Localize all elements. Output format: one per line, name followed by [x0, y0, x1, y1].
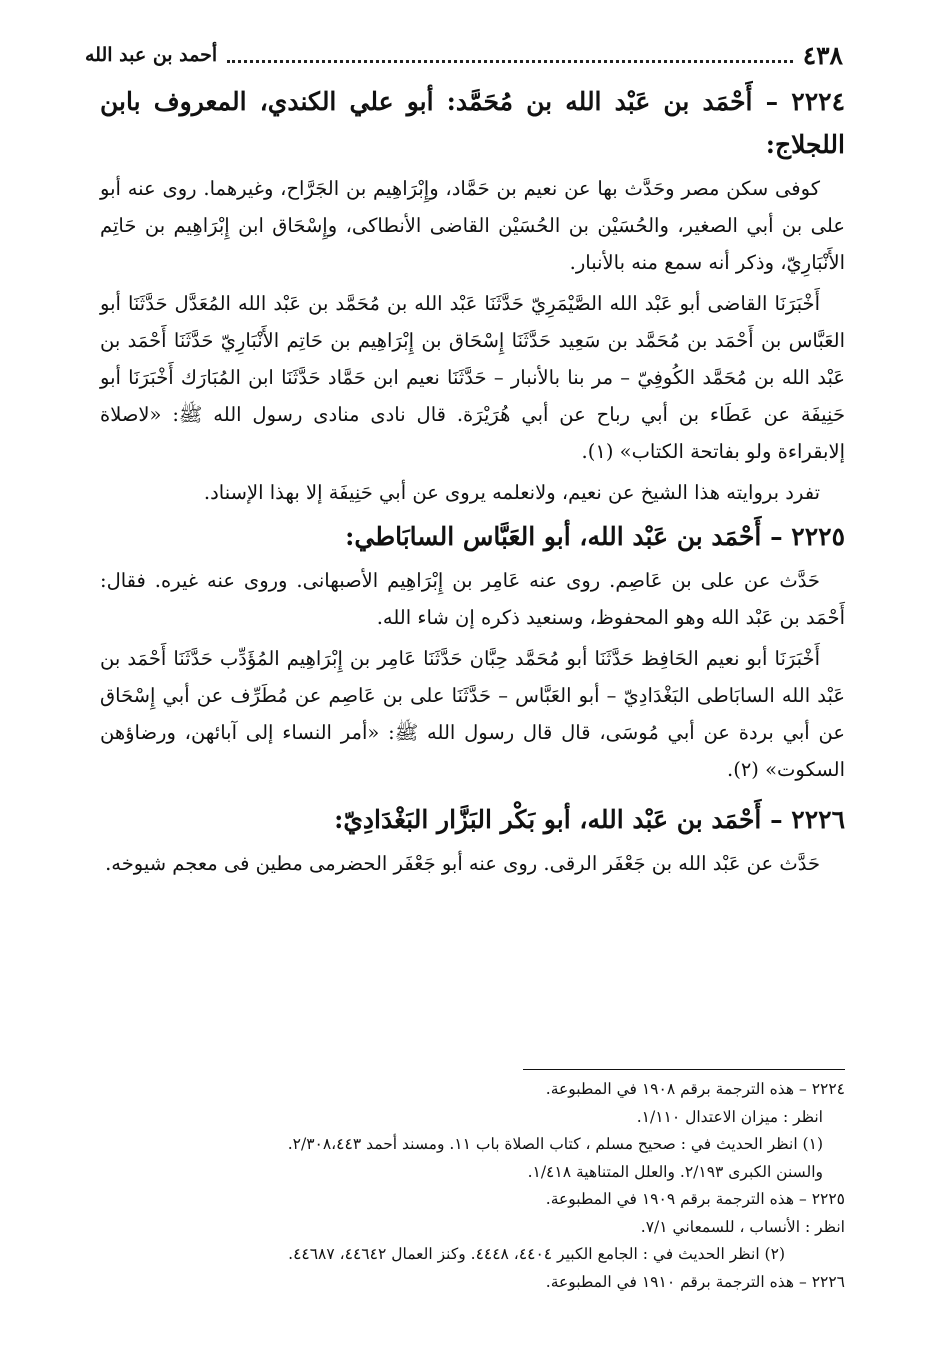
entry-paragraph: أَخْبَرَنَا أبو نعيم الحَافِظ حَدَّثَنَا أبو مُحَمَّد حِبَّان حَدَّثَنَا عَامِر بن إِبْرَاهِيم المُؤَدِّب حَدَّثَنَا أَحْمَد بن عَبْد الله السابَاطى البَغْدَادِيّ – أبو العَبَّاس – حَدَّثَنَا على بن عَاصِم عن مُطَرِّف عن أبي إِسْحَاق عن أبي بردة عن أبي مُوسَى، قال قال رسول الله ﷺ: «أمر النساء إلى آبائهن، ورضاؤهن السكوت» (٢). [100, 647, 845, 781]
entry-2226 [100, 798, 845, 882]
main-text [100, 80, 845, 886]
entry-paragraph: أَخْبَرَنَا القاضى أبو عَبْد الله الصَّيْمَرِيّ حَدَّثَنَا عَبْد الله بن مُحَمَّد بن عَبْد الله المُعَدَّل حَدَّثَنَا أبو العَبَّاس بن أَحْمَد بن مُحَمَّد بن سَعِيد حَدَّثَنَا إِسْحَاق بن إِبْرَاهِيم بن حَاتِم الأَنْبَارِيّ حَدَّثَنَا أَحْمَد بن عَبْد الله بن مُحَمَّد الكُوفِيّ – مر بنا بالأنبار – حَدَّثَنَا نعيم ابن حَمَّاد حَدَّثَنَا ابن المُبَارَك أَخْبَرَنَا أبو حَنِيفَة عن عَطَاء بن أبي رباح عن أبي هُرَيْرَة. قال نادى منادى رسول الله ﷺ: «لاصلاة إلابقراءة ولو بفاتحة الكتاب» (١). [100, 292, 845, 463]
entry-heading: ٢٢٢٤ – أَحْمَد بن عَبْد الله بن مُحَمَّد: أبو علي الكندي، المعروف بابن اللجلاج: [100, 87, 845, 159]
entry-heading: ٢٢٢٥ – أَحْمَد بن عَبْد الله، أبو العَبَّاس السابَاطي: [345, 522, 845, 551]
footnote-separator [523, 1069, 845, 1070]
footnote-line: ٢٢٢٦ – هذه الترجمة برقم ١٩١٠ في المطبوعة. [545, 1272, 845, 1291]
page-header [85, 36, 843, 74]
footnotes [95, 1076, 845, 1296]
footnote-line: (١) انظر الحديث في : صحيح مسلم ، كتاب الصلاة باب ١١. ومسند أحمد ٢/٣٠٨،٤٤٣. [287, 1135, 823, 1153]
footnote-line: (٢) انظر الحديث في : الجامع الكبير ٤٤٠٤، ٤٤٤٨. وكنز العمال ٤٤٦٤٢، ٤٤٦٨٧. [288, 1245, 785, 1263]
footnote-line: انظر : الأنساب ، للسمعاني ٧/١. [640, 1217, 845, 1236]
running-title: أحمد بن عبد الله [85, 44, 218, 66]
entry-2224 [100, 80, 845, 511]
footnote-line: والسنن الكبرى ٢/١٩٣. والعلل المتناهية ١/٤١٨. [527, 1162, 823, 1181]
entry-heading: ٢٢٢٦ – أَحْمَد بن عَبْد الله، أبو بَكْر البَزَّار البَغْدَادِيّ: [334, 805, 845, 834]
entry-paragraph: حَدَّث عن عَبْد الله بن جَعْفَر الرقى. روى عنه أبو جَعْفَر الحضرمى مطين فى معجم شيوخه. [105, 852, 820, 875]
entry-paragraph: كوفى سكن مصر وحَدَّث بها عن نعيم بن حَمَّاد، وإِبْرَاهِيم بن الجَرَّاح، وغيرهما. روى عنه أبو على بن أبي الصغير، والحُسَيْن بن الحُسَيْن القاضى الأنطاكى، وإِسْحَاق ابن إِبْرَاهِيم بن حَاتِم الأَنْبَارِيّ، وذكر أنه سمع منه بالأنبار. [100, 177, 845, 274]
header-dotted-leader [227, 60, 793, 63]
page-number: ٤٣٨ [802, 40, 843, 70]
footnote-line: ٢٢٢٤ – هذه الترجمة برقم ١٩٠٨ في المطبوعة. [545, 1080, 845, 1098]
footnote-line: انظر : ميزان الاعتدال ١/١١٠. [636, 1107, 823, 1126]
entry-paragraph: تفرد بروايته هذا الشيخ عن نعيم، ولانعلمه يروى عن أبي حَنِيفَة إلا بهذا الإسناد. [203, 481, 820, 504]
entry-paragraph: حَدَّث عن على بن عَاصِم. روى عنه عَامِر بن إِبْرَاهِيم الأصبهانى. وروى عنه غيره. فقال: أَحْمَد بن عَبْد الله وهو المحفوظ، وسنعيد ذكره إن شاء الله. [100, 569, 845, 629]
entry-2225 [100, 515, 845, 788]
footnote-line: ٢٢٢٥ – هذه الترجمة برقم ١٩٠٩ في المطبوعة. [545, 1190, 845, 1208]
